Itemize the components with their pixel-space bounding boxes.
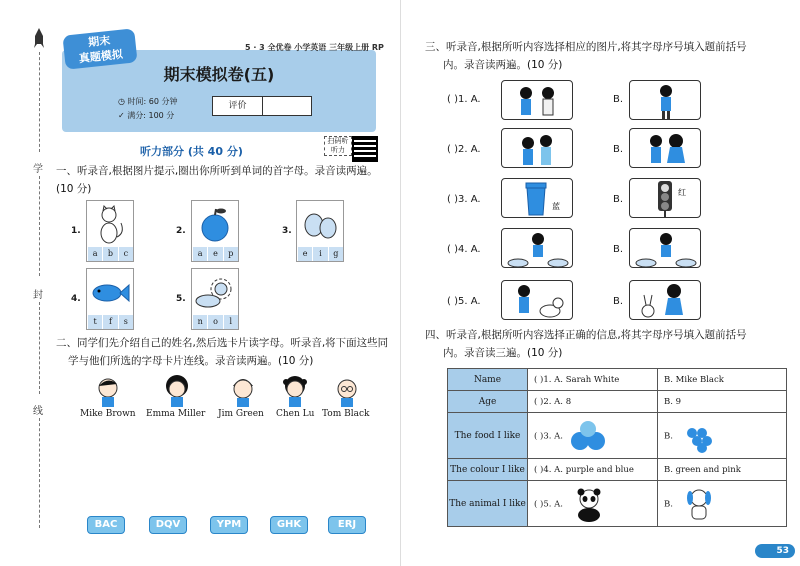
option-b[interactable] [658,481,787,527]
letter[interactable]: f [102,315,117,329]
apples-icon [566,417,612,455]
dog-icon [676,485,722,523]
letter-group-card[interactable]: YPM [210,516,248,534]
student-name: Emma Miller [146,409,206,419]
letter-card [86,268,134,330]
q3-item-number: ( )4. A. [447,244,481,255]
binding-line [39,418,40,528]
score-box [212,96,312,116]
q3-option-b-label: B. [613,94,624,105]
letter[interactable]: b [102,247,117,261]
binding-char: 学 [33,164,43,175]
binding-char: 线 [33,406,43,417]
letter-card [296,200,344,262]
exam-time-text: 时间: 60 分钟 [127,97,178,106]
q1-instruction: 一、听录音,根据图片提示,圈出你所听到单词的首字母。录音读两遍。 [56,165,378,177]
letter[interactable]: l [223,315,238,329]
bin-color-label: 蓝 [552,202,560,211]
option-a[interactable]: ( )4. A. purple and blue [528,459,658,481]
q3-option-b-picture[interactable] [629,128,701,168]
q3-item-number: ( )5. A. [447,296,481,307]
boy-with-food-icon [630,229,701,268]
badge-line: 期末 [87,33,111,50]
qr-tag: 扫码听听力 [324,136,352,156]
rocket-icon [34,28,44,48]
option-b-label: B. [664,499,673,509]
letter[interactable]: p [223,247,238,261]
row-label: The colour I like [448,459,528,481]
q3-option-a-picture[interactable] [501,228,573,268]
panda-icon [566,485,612,523]
question-2-text [56,334,389,370]
page-title: 期末模拟卷(五) [163,65,275,84]
option-b[interactable]: B. 9 [658,391,787,413]
letter[interactable]: g [328,247,343,261]
exam-time: ◷ 时间: 60 分钟 [118,97,178,106]
fish-icon [89,271,131,313]
traffic-light-icon [630,179,701,218]
letter[interactable]: c [118,247,133,261]
letter[interactable]: t [87,315,102,329]
option-b[interactable] [658,413,787,459]
letter[interactable]: a [192,247,207,261]
boy-avatar-icon [228,372,258,408]
eggs-icon [299,203,341,245]
letter-card [191,268,239,330]
girl-with-food-icon [502,229,573,268]
letter[interactable]: a [87,247,102,261]
letter[interactable]: e [297,247,312,261]
card-number: 3. [282,226,292,236]
q3-option-b-label: B. [613,144,624,155]
q3-option-b-picture[interactable] [629,80,701,120]
q3-option-a-picture[interactable] [501,128,573,168]
apple-icon [194,203,236,245]
row-label: The animal I like [448,481,528,527]
q3-option-a-picture[interactable] [501,178,573,218]
exam-score: ✓ 满分: 100 分 [118,111,175,120]
binding-line [39,302,40,394]
letter-card [86,200,134,262]
score-label: 评价 [213,97,263,115]
light-color-label: 红 [678,188,686,197]
card-number: 5. [176,294,186,304]
lion-icon [194,271,236,313]
book-meta: 5 · 3 全优卷 小学英语 三年级上册 RP [245,43,384,52]
letter-group-card[interactable]: GHK [270,516,308,534]
row-label: The food I like [448,413,528,459]
option-b[interactable]: B. green and pink [658,459,787,481]
q3-line: 三、听录音,根据所听内容选择相应的图片,将其字母序号填入题前括号 [425,41,747,53]
student-name: Chen Lu [276,409,315,419]
boy-and-girl-icon [630,129,701,168]
q3-option-b-label: B. [613,194,624,205]
table-row [448,391,787,413]
girl-avatar-icon [280,372,310,408]
exam-score-text: 满分: 100 分 [127,111,175,120]
letter-card [191,200,239,262]
children-talking-icon [502,129,573,168]
letter[interactable]: s [118,315,133,329]
two-children-greeting-icon [502,81,573,120]
question-4-text [425,326,795,362]
q3-option-a-picture[interactable] [501,280,573,320]
binding-line [39,176,40,276]
row-label: Name [448,369,528,391]
table-row [448,481,787,527]
option-a[interactable]: ( )1. A. Sarah White [528,369,658,391]
page-number: 53 [755,544,795,558]
blue-trash-bin-icon [502,179,573,218]
option-a-label: ( )3. A. [534,431,563,441]
table-row [448,459,787,481]
option-a[interactable]: ( )2. A. 8 [528,391,658,413]
student-name: Jim Green [218,409,264,419]
letter[interactable]: n [192,315,207,329]
section-title: 听力部分 (共 40 分) [140,145,243,158]
qr-code-icon [352,136,378,162]
student-name: Tom Black [322,409,370,419]
girl-with-rabbit-icon [630,281,701,320]
q3-option-a-picture[interactable] [501,80,573,120]
question-3-text [425,38,795,74]
q3-option-b-picture[interactable] [629,228,701,268]
q3-item-number: ( )2. A. [447,144,481,155]
letter[interactable]: o [207,315,222,329]
binding-char: 封 [33,290,43,301]
letter[interactable]: e [207,247,222,261]
q3-option-b-picture[interactable] [629,178,701,218]
boy-with-cat-icon [502,281,573,320]
card-number: 2. [176,226,186,236]
letter-group-card[interactable]: ERJ [328,516,366,534]
badge-line: 真题模拟 [78,47,124,66]
row-label: Age [448,391,528,413]
card-number: 4. [71,294,81,304]
boy-avatar-icon [93,372,123,408]
q3-line: 内。录音读两遍。(10 分) [443,59,563,71]
q4-line: 四、听录音,根据所听内容选择正确的信息,将其字母序号填入题前括号 [425,329,747,341]
girl-avatar-icon [162,372,192,408]
q2-line: 二、同学们先介绍自己的姓名,然后选卡片读字母。听录音,将下面这些同 [56,337,389,349]
option-a-label: ( )5. A. [534,499,563,509]
card-number: 1. [71,226,81,236]
boy-avatar-icon [332,372,362,408]
student-name: Mike Brown [80,409,136,419]
table-row [448,413,787,459]
q2-line: 学与他们所选的字母卡片连线。录音读两遍。(10 分) [68,355,314,367]
grapes-icon [676,417,722,455]
q3-option-b-label: B. [613,296,624,307]
option-a[interactable] [528,413,658,459]
boy-standing-icon [630,81,701,120]
q4-line: 内。录音读三遍。(10 分) [443,347,563,359]
q3-option-b-label: B. [613,244,624,255]
right-page [400,0,800,566]
q3-item-number: ( )1. A. [447,94,481,105]
q3-option-b-picture[interactable] [629,280,701,320]
option-b[interactable]: B. Mike Black [658,369,787,391]
letter-group-card[interactable]: DQV [149,516,187,534]
cat-icon [89,203,131,245]
q3-item-number: ( )3. A. [447,194,481,205]
q1-points: (10 分) [56,183,92,195]
letter-group-card[interactable]: BAC [87,516,125,534]
table-row [448,369,787,391]
option-a[interactable] [528,481,658,527]
letter[interactable]: i [312,247,327,261]
question-1-text [56,162,386,198]
option-b-label: B. [664,431,673,441]
binding-line [39,52,40,152]
info-table [447,368,787,527]
